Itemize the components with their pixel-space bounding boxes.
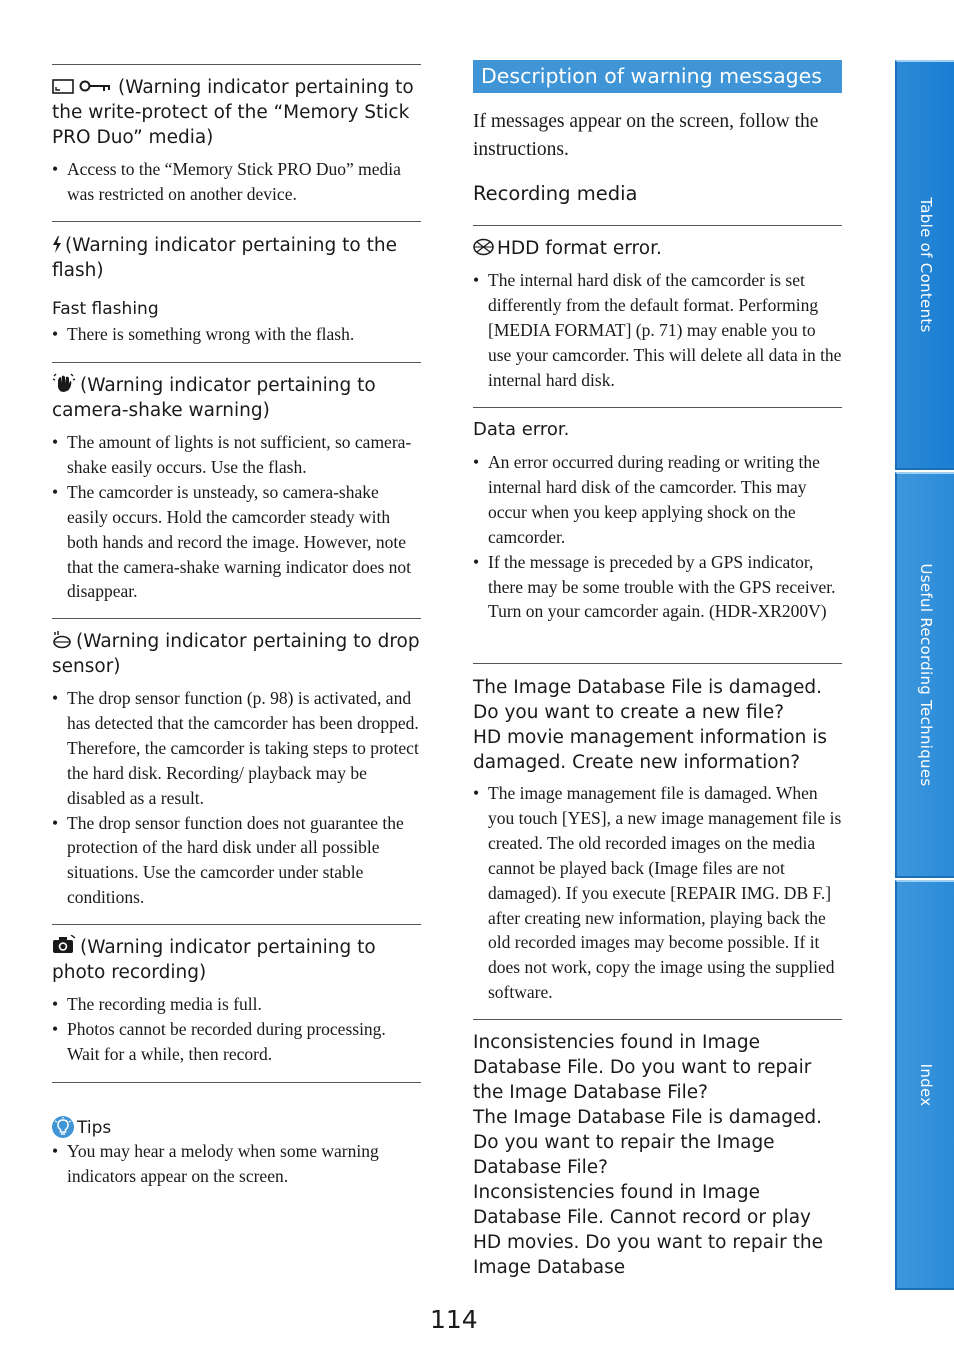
section-divider (52, 362, 421, 363)
section-divider (52, 924, 421, 925)
section-divider (52, 64, 421, 65)
memory-stick-lock-icon (52, 77, 114, 95)
list-item: • The image management file is damaged. When you touch [YES], a new image management file is created. The old recorded images on the media cannot be played back (Image files are not damaged). If you execute [REPAIR IMG. DB F.] after creating new information, playing back the old recorded images may become possible. If it does not work, copy the image using the supplied software. (473, 781, 845, 1005)
section-divider (52, 221, 421, 222)
list-item: • The internal hard disk of the camcorder is set differently from the default format. Performing [MEDIA FORMAT] (p. 71) may enable you to use your camcorder. This will delete all data in the internal hard disk. (473, 268, 842, 393)
fast-flashing-label: Fast flashing (52, 299, 159, 319)
list-item: • The recording media is full. (52, 992, 421, 1017)
db-damaged-list (473, 781, 845, 1005)
write-protect-list (52, 157, 421, 207)
list-item: • You may hear a melody when some warning indicators appear on the screen. (52, 1139, 421, 1189)
section-divider (52, 618, 421, 619)
drop-sensor-list (52, 686, 421, 910)
drop-sensor-heading (52, 629, 421, 679)
section-divider (473, 663, 842, 664)
inconsistencies-line-1: Inconsistencies found in Image Database File. Do you want to repair the Image Database File? (473, 1032, 812, 1103)
drop-sensor-icon (52, 631, 72, 649)
camera-shake-heading (52, 373, 421, 423)
camera-shake-hand-icon (52, 373, 76, 393)
section-divider (473, 1019, 842, 1020)
tips-label: Tips (77, 1118, 112, 1138)
side-tab-useful-recording-techniques[interactable] (895, 472, 954, 878)
list-item: • The camcorder is unsteady, so camera-shake easily occurs. Hold the camcorder steady with both hands and record the image. However, note that the camera-shake warning indicator does not disappear. (52, 480, 421, 605)
list-item: • The drop sensor function (p. 98) is activated, and has detected that the camcorder has been dropped. Therefore, the camcorder is taking steps to protect the hard disk. Recording/ playback may be disabled as a result. (52, 686, 421, 811)
hdd-warning-icon (473, 238, 494, 256)
flash-title: (Warning indicator pertaining to the flash) (52, 235, 397, 281)
list-item: • The drop sensor function does not guarantee the protection of the hard disk under all possible situations. Use the camcorder under stable conditions. (52, 811, 421, 911)
hdd-format-list (473, 268, 842, 393)
data-error-list (473, 450, 842, 624)
photo-recording-heading (52, 935, 421, 985)
list-item: • Access to the “Memory Stick PRO Duo” media was restricted on another device. (52, 157, 421, 207)
tips-heading (52, 1116, 111, 1140)
drop-sensor-title: (Warning indicator pertaining to drop sensor) (52, 631, 420, 677)
section-divider (473, 225, 842, 226)
list-item: • If the message is preceded by a GPS indicator, there may be some trouble with the GPS receiver. Turn on your camcorder again. (HDR-XR200V) (473, 550, 842, 625)
page-number: 114 (430, 1305, 478, 1334)
tips-lightbulb-icon (52, 1116, 74, 1138)
db-damaged-title-2: HD movie management information is damaged. Create new information? (473, 727, 827, 773)
photo-recording-title: (Warning indicator pertaining to photo recording) (52, 937, 376, 983)
camera-shake-list (52, 430, 421, 604)
list-item: • There is something wrong with the flash. (52, 322, 421, 347)
hdd-format-heading (473, 236, 842, 261)
inconsistencies-line-2: The Image Database File is damaged. Do you want to repair the Image Database File? (473, 1107, 822, 1178)
data-error-heading: Data error. (473, 419, 570, 440)
side-tab-label: Useful Recording Techniques (916, 563, 935, 787)
side-tab-table-of-contents[interactable] (895, 60, 954, 470)
inconsistencies-heading (473, 1030, 842, 1280)
flash-heading (52, 233, 421, 283)
list-item: • Photos cannot be recorded during processing. Wait for a while, then record. (52, 1017, 421, 1067)
photo-warning-icon (52, 935, 76, 955)
list-item: • An error occurred during reading or writing the internal hard disk of the camcorder. This may occur when you keep applying shock on the camcorder. (473, 450, 842, 550)
list-item: • The amount of lights is not sufficient, so camera-shake easily occurs. Use the flash. (52, 430, 421, 480)
photo-recording-list (52, 992, 421, 1067)
camera-shake-title: (Warning indicator pertaining to camera-shake warning) (52, 375, 376, 421)
flash-list (52, 322, 421, 347)
section-divider (473, 407, 842, 408)
side-tab-label: Index (916, 1063, 935, 1107)
inconsistencies-line-3: Inconsistencies found in Image Database File. Cannot record or play HD movies. Do you want to repair the Image Database (473, 1182, 823, 1278)
write-protect-heading (52, 75, 421, 150)
side-tab-label: Table of Contents (916, 197, 935, 333)
write-protect-title: (Warning indicator pertaining to the write-protect of the “Memory Stick PRO Duo” media) (52, 77, 414, 148)
db-damaged-heading (473, 675, 842, 775)
tips-list (52, 1139, 421, 1189)
db-damaged-title-1: The Image Database File is damaged. Do you want to create a new file? (473, 677, 822, 723)
recording-media-heading: Recording media (473, 182, 638, 205)
side-tab-index[interactable] (895, 880, 954, 1290)
flash-icon (52, 236, 62, 253)
intro-text: If messages appear on the screen, follow the instructions. (473, 111, 819, 160)
section-divider (52, 1082, 421, 1083)
hdd-format-title: HDD format error. (497, 238, 662, 259)
section-banner: Description of warning messages (473, 60, 842, 93)
